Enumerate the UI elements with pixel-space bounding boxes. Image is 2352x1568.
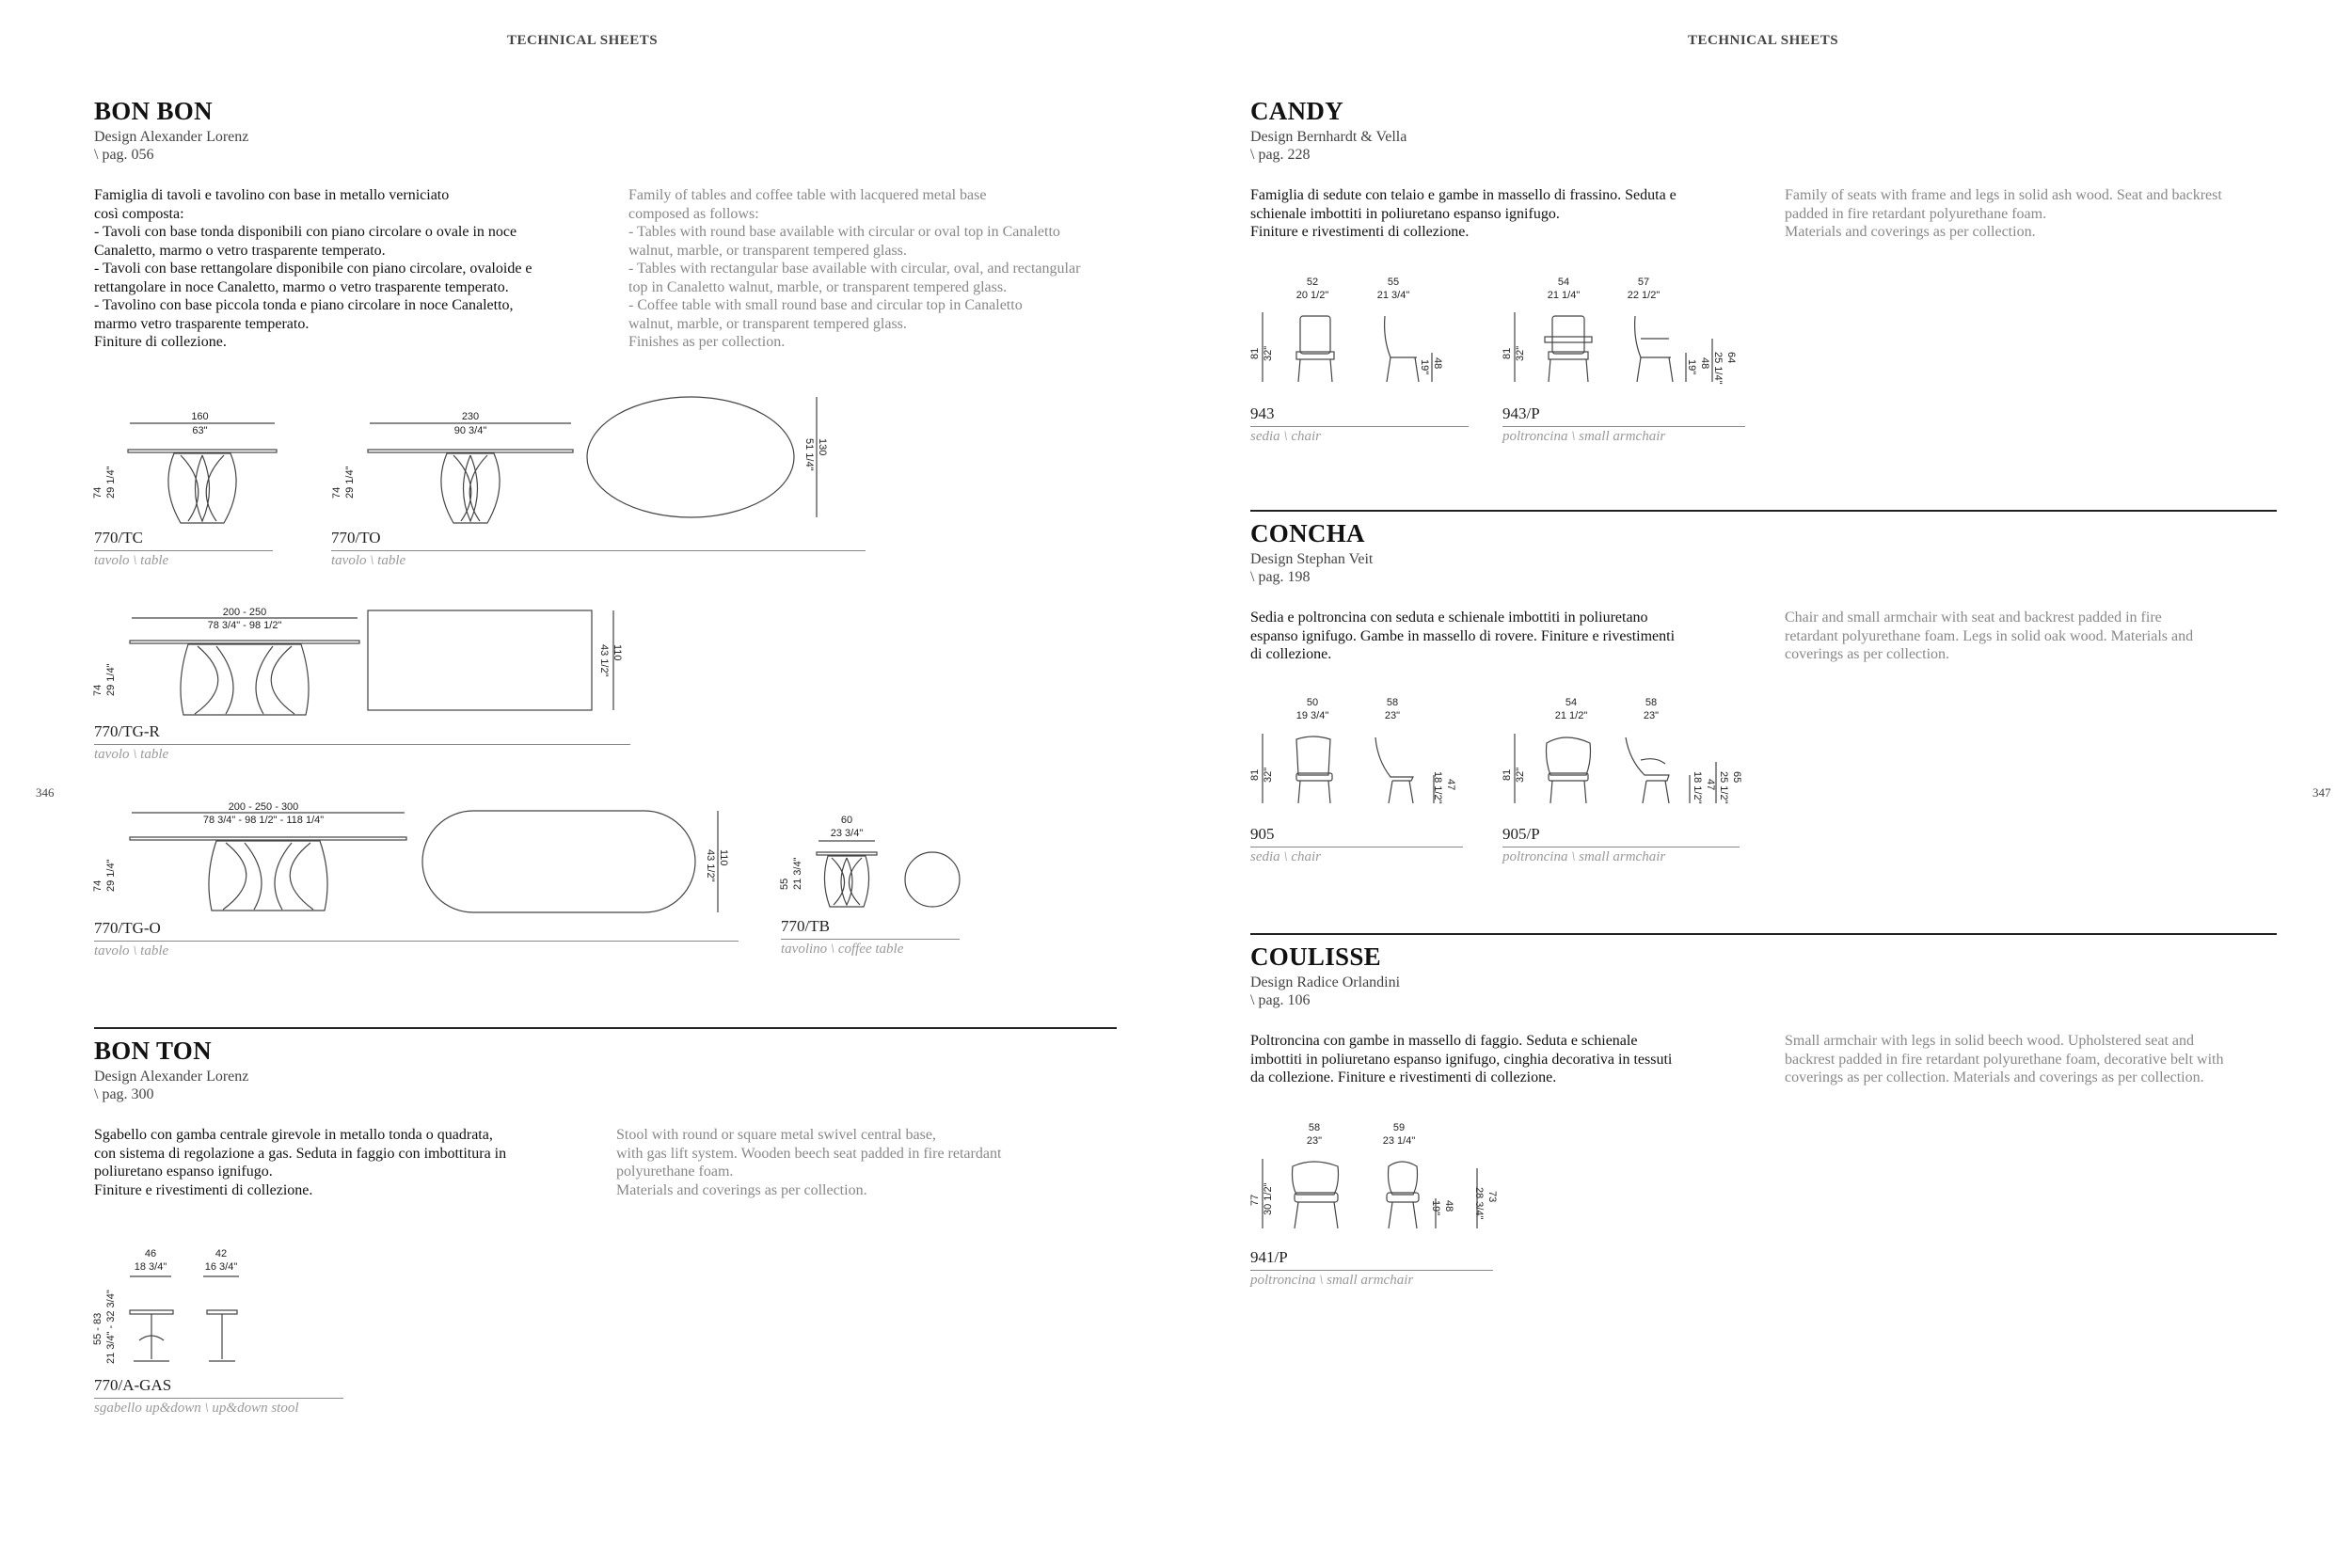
product-code: 770/A-GAS — [94, 1376, 172, 1394]
width-dim-cm: 200 - 250 — [222, 607, 267, 618]
bonton-description-en: Stool with round or square metal swivel central base, with gas lift system. Wooden beech seat padded in fire retardant polyurethane foam. Materials and coverings as per collection. — [616, 1127, 1002, 1198]
running-header-right: TECHNICAL SHEETS — [1688, 33, 1839, 48]
concha-title: CONCHA — [1250, 519, 1365, 547]
width-dim-cm: 54 — [1565, 697, 1578, 708]
width-dim-cm: 60 — [840, 815, 853, 826]
section-divider — [94, 1027, 1117, 1029]
height-dim-cm: 74 — [331, 486, 342, 499]
concha-description-en: Chair and small armchair with seat and backrest padded in fire retardant polyurethane foam. Legs in solid oak wood. Materials and coverings as per collection. — [1785, 610, 2194, 662]
width-dim-in: 19 3/4" — [1295, 710, 1329, 721]
armchair-941-p-drawing — [1251, 1148, 1515, 1232]
seat-dim-cm: 47 — [1445, 779, 1456, 791]
depth-dim-cm: 130 — [817, 438, 828, 456]
depth-dim-cm: 58 — [1386, 697, 1399, 708]
height-dim-cm: 55 - 83 — [92, 1312, 103, 1345]
product-caption: sgabello up&down \ up&down stool — [94, 1401, 299, 1416]
armchair-905-p-drawing — [1503, 722, 1739, 807]
seat-dim-in: 19" — [1686, 359, 1697, 375]
height-dim-cm: 74 — [92, 486, 103, 499]
coulisse-designer: Design Radice Orlandini — [1250, 974, 1401, 990]
depth-dim-cm: 110 — [612, 644, 623, 661]
height-dim-cm: 74 — [92, 879, 103, 892]
product-code: 770/TG-R — [94, 722, 160, 740]
stool-770-a-gas-drawing — [124, 1275, 256, 1369]
width-dim-cm: 160 — [191, 411, 209, 422]
width-dim-in: 23" — [1306, 1135, 1323, 1147]
arm-dim-cm: 73 — [1486, 1191, 1498, 1203]
arm-dim-in: 28 3/4" — [1473, 1187, 1485, 1220]
bonton-title: BON TON — [94, 1037, 212, 1065]
product-code: 941/P — [1250, 1248, 1288, 1266]
height-dim-in: 21 3/4" — [792, 857, 803, 890]
product-caption: poltroncina \ small armchair — [1502, 849, 1666, 864]
arm-dim-in: 25 1/2" — [1718, 771, 1729, 804]
seat-dim-cm: 48 — [1443, 1200, 1454, 1212]
product-caption: tavolo \ table — [94, 747, 169, 762]
depth-dim-cm: 57 — [1637, 277, 1650, 288]
section-divider — [1250, 510, 2277, 512]
candy-title: CANDY — [1250, 97, 1343, 125]
product-caption: poltroncina \ small armchair — [1250, 1273, 1414, 1288]
product-code: 770/TG-O — [94, 919, 161, 937]
candy-description-en: Family of seats with frame and legs in solid ash wood. Seat and backrest padded in fire retardant polyurethane foam. Materials and coverings as per collection. — [1785, 187, 2222, 240]
bonbon-description-it: Famiglia di tavoli e tavolino con base in metallo verniciato così composta: - Tavoli con base tonda disponibili con piano circolare o ovale in noce Canaletto, marmo o vetro trasparente temperato. - Tavoli con base rettangolare disponibile con piano circolare, ovaloide e rettangolare in noce Canaletto, marmo o vetro trasparente temperato. - Tavolino con base piccola tonda e piano circolare in noce Canaletto, marmo vetro trasparente temperato. Finiture di collezione. — [94, 187, 532, 350]
depth-dim-cm: 58 — [1645, 697, 1658, 708]
bonbon-title: BON BON — [94, 97, 213, 125]
table-770-to-top-view — [585, 395, 830, 536]
product-code: 770/TC — [94, 529, 143, 546]
page-number-left: 346 — [36, 785, 55, 800]
width-dim-in: 21 1/2" — [1554, 710, 1588, 721]
table-770-tg-o-top-view — [421, 809, 731, 918]
candy-designer: Design Bernhardt & Vella — [1250, 129, 1407, 145]
product-code: 770/TB — [781, 917, 830, 935]
table-770-tg-o-drawing — [127, 811, 409, 914]
height-dim-in: 32" — [1515, 345, 1526, 361]
depth-dim-in: 22 1/2" — [1627, 290, 1661, 301]
concha-designer: Design Stephan Veit — [1250, 551, 1374, 567]
height-dim-cm: 81 — [1502, 768, 1513, 781]
arm-dim-in: 25 1/4" — [1712, 352, 1724, 385]
width-dim-in: 78 3/4" - 98 1/2" — [207, 620, 282, 631]
width-dim-cm: 200 - 250 - 300 — [228, 801, 299, 813]
table-770-tg-r-top-view — [367, 610, 621, 713]
seat-dim-in: 19" — [1430, 1200, 1441, 1216]
chair-943-drawing — [1251, 301, 1439, 386]
seat-dim-cm: 48 — [1432, 357, 1443, 370]
bonton-page-ref: \ pag. 300 — [94, 1086, 154, 1102]
width-dim-in: 23 3/4" — [830, 828, 864, 839]
height-dim-cm: 81 — [1502, 347, 1513, 359]
height-dim-in: 29 1/4" — [105, 466, 117, 499]
coulisse-description-it: Poltroncina con gambe in massello di faggio. Seduta e schienale imbottiti in poliuretano espanso ignifugo, cinghia decorativa in tessuti da collezione. Finiture e rivestimenti di collezione. — [1250, 1033, 1673, 1085]
depth-dim-in: 43 1/2" — [705, 849, 716, 882]
seat-dim-cm: 47 — [1705, 779, 1716, 791]
product-code: 943/P — [1502, 404, 1540, 422]
table-770-tg-r-drawing — [127, 616, 362, 720]
height-dim-in: 32" — [1263, 345, 1274, 361]
height-dim-in: 32" — [1263, 767, 1274, 783]
width-dim-cm: 54 — [1557, 277, 1570, 288]
candy-page-ref: \ pag. 228 — [1250, 147, 1311, 163]
depth-dim-in: 16 3/4" — [204, 1261, 238, 1273]
bonton-description-it: Sgabello con gamba centrale girevole in metallo tonda o quadrata, con sistema di regolazione a gas. Seduta in faggio con imbottitura in poliuretano espanso ignifugo. Finiture e rivestimenti di collezione. — [94, 1127, 507, 1198]
seat-dim-in: 19" — [1419, 359, 1430, 375]
height-dim-cm: 74 — [92, 684, 103, 696]
depth-dim-in: 43 1/2" — [598, 644, 610, 677]
table-770-to-drawing — [362, 421, 579, 525]
height-dim-in: 30 1/2" — [1263, 1182, 1274, 1215]
product-code: 770/TO — [331, 529, 381, 546]
height-dim-in: 29 1/4" — [344, 466, 356, 499]
depth-dim-cm: 110 — [718, 849, 729, 866]
seat-dim-cm: 48 — [1699, 357, 1710, 370]
arm-dim-cm: 64 — [1725, 352, 1737, 364]
product-code: 905/P — [1502, 825, 1540, 843]
concha-description-it: Sedia e poltroncina con seduta e schienale imbottiti in poliuretano espanso ignifugo. Gambe in massello di rovere. Finiture e rivestimenti di collezione. — [1250, 610, 1676, 662]
depth-dim-in: 23 1/4" — [1382, 1135, 1416, 1147]
concha-page-ref: \ pag. 198 — [1250, 569, 1311, 585]
seat-dim-in: 18 1/2" — [1432, 771, 1443, 804]
product-caption: sedia \ chair — [1250, 429, 1321, 444]
coffee-table-770-tb-top-view — [903, 850, 963, 911]
width-dim-in: 18 3/4" — [134, 1261, 167, 1273]
arm-dim-cm: 65 — [1731, 771, 1742, 784]
armchair-943-p-drawing — [1503, 301, 1729, 386]
height-dim-cm: 81 — [1249, 768, 1261, 781]
width-dim-in: 63" — [192, 425, 208, 436]
coulisse-title: COULISSE — [1250, 942, 1381, 971]
bonbon-page-ref: \ pag. 056 — [94, 147, 154, 163]
depth-dim-in: 21 3/4" — [1376, 290, 1410, 301]
depth-dim-in: 23" — [1643, 710, 1660, 721]
width-dim-cm: 50 — [1306, 697, 1319, 708]
product-caption: poltroncina \ small armchair — [1502, 429, 1666, 444]
width-dim-in: 78 3/4" - 98 1/2" - 118 1/4" — [202, 815, 325, 826]
width-dim-cm: 230 — [461, 411, 480, 422]
width-dim-cm: 58 — [1308, 1122, 1321, 1133]
chair-905-drawing — [1251, 722, 1458, 807]
candy-description-it: Famiglia di sedute con telaio e gambe in massello di frassino. Seduta e schienale imbottiti in poliuretano espanso ignifugo. Finiture e rivestimenti di collezione. — [1250, 187, 1677, 240]
height-dim-cm: 77 — [1249, 1194, 1261, 1206]
product-caption: tavolo \ table — [94, 553, 169, 568]
height-dim-in: 32" — [1515, 767, 1526, 783]
product-caption: tavolino \ coffee table — [781, 942, 904, 957]
depth-dim-cm: 55 — [1387, 277, 1400, 288]
bonbon-designer: Design Alexander Lorenz — [94, 129, 249, 145]
width-dim-cm: 52 — [1306, 277, 1319, 288]
product-code: 905 — [1250, 825, 1275, 843]
height-dim-cm: 55 — [779, 878, 790, 890]
height-dim-in: 29 1/4" — [105, 663, 117, 696]
width-dim-in: 21 1/4" — [1547, 290, 1581, 301]
width-dim-in: 90 3/4" — [453, 425, 487, 436]
width-dim-cm: 46 — [144, 1248, 157, 1259]
product-caption: tavolo \ table — [94, 943, 169, 958]
section-divider — [1250, 933, 2277, 935]
depth-dim-cm: 42 — [215, 1248, 228, 1259]
height-dim-in: 29 1/4" — [105, 859, 117, 892]
table-770-tc-drawing — [122, 421, 282, 525]
bonbon-description-en: Family of tables and coffee table with lacquered metal base composed as follows: - Tables with round base available with circular or oval top in Canaletto walnut, marble, or transparent tempered glass. - Tables with rectangular base available with circular, oval, and rectangular top in Canaletto walnut, marble, or transparent tempered glass. - Coffee table with small round base and circular top in Canaletto walnut, marble, or transparent tempered glass. Finishes as per collection. — [628, 187, 1081, 350]
depth-dim-cm: 59 — [1392, 1122, 1406, 1133]
depth-dim-in: 23" — [1384, 710, 1401, 721]
bonton-designer: Design Alexander Lorenz — [94, 1069, 249, 1085]
product-code: 943 — [1250, 404, 1275, 422]
running-header-left: TECHNICAL SHEETS — [507, 33, 659, 48]
height-dim-cm: 81 — [1249, 347, 1261, 359]
depth-dim-in: 51 1/4" — [803, 438, 815, 471]
width-dim-in: 20 1/2" — [1295, 290, 1329, 301]
coulisse-page-ref: \ pag. 106 — [1250, 992, 1311, 1008]
coulisse-description-en: Small armchair with legs in solid beech wood. Upholstered seat and backrest padded in fire retardant polyurethane foam, decorative belt with coverings as per collection. Materials and coverings as per collection. — [1785, 1033, 2224, 1085]
coffee-table-770-tb-drawing — [811, 839, 896, 914]
page-number-right: 347 — [2312, 785, 2331, 800]
seat-dim-in: 18 1/2" — [1692, 771, 1703, 804]
height-dim-in: 21 3/4" - 32 3/4" — [105, 1290, 117, 1364]
product-caption: tavolo \ table — [331, 553, 406, 568]
product-caption: sedia \ chair — [1250, 849, 1321, 864]
